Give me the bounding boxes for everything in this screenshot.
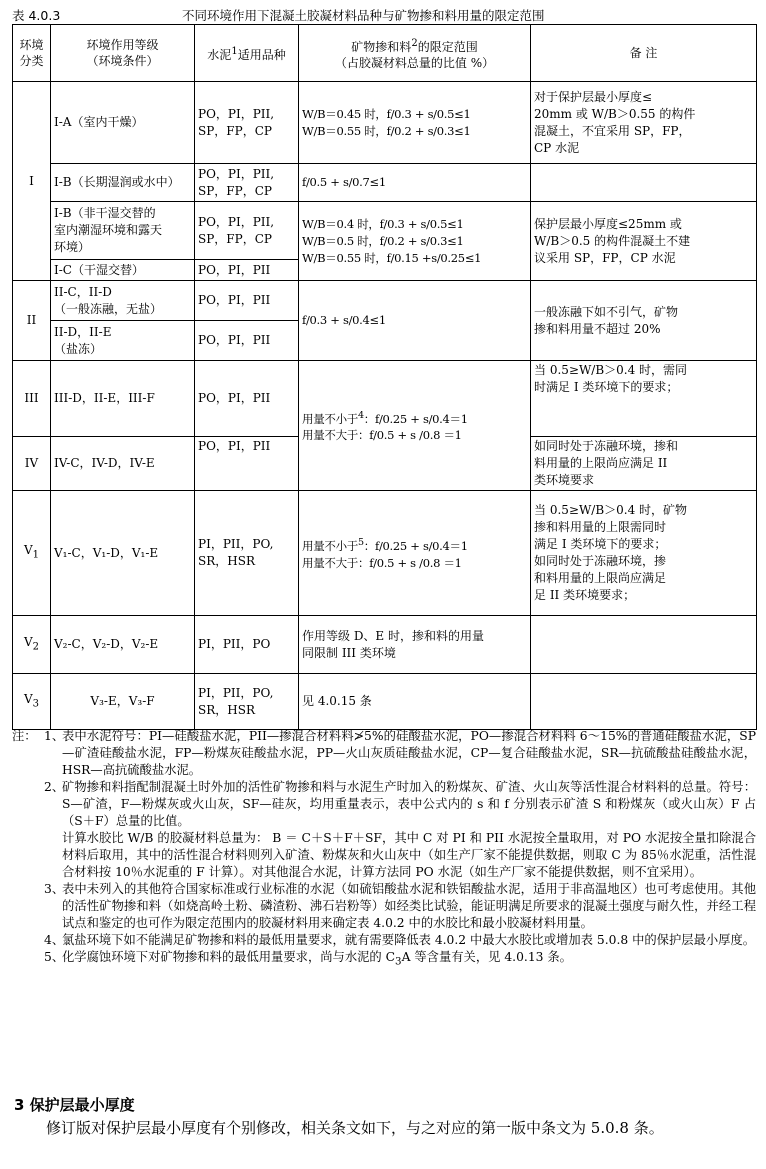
limits-table (12, 24, 757, 730)
class-cell: II (13, 281, 51, 361)
note-3: 3、 表中未列入的其他符合国家标准或行业标准的水泥（如硫铝酸盐水泥和铁铝酸盐水泥，适用于非高温地区）也可考虑使用。其他的活性矿物掺和料（如烧高岭土粉、磷渣粉、沸石岩粉等）如经类比试验，能证明满足所要求的混凝土强度与耐久性，并经工程试点和鉴定的也可作为限定范围内的胶凝材料用来确定表 4.0.2 中的水胶比和最小胶凝材料用量。 (44, 882, 756, 930)
limit-cell: 作用等级 D、E 时，掺和料的用量 同限制 III 类环境 (299, 616, 531, 674)
limit-cell: 用量不小于$^5$：f/0.25 + s/0.4＝1 用量不大于：f/0.5 + s /0.8 ＝1 (299, 491, 531, 616)
cement-cell: PI，PII，PO (195, 616, 299, 674)
level-cell: II-D，II-E （盐冻） (51, 321, 195, 361)
cement-cell: PO，PI，PII (195, 260, 299, 281)
remark-cell: 如同时处于冻融环境，掺和 料用量的上限尚应满足 II 类环境要求 (531, 437, 757, 491)
limit-cell: W/B＝0.4 时，f/0.3 + s/0.5≤1 W/B＝0.5 时，f/0.2 + s/0.3≤1 W/B＝0.55 时，f/0.15 +s/0.25≤1 (299, 202, 531, 281)
table-row (13, 202, 757, 260)
section-heading: 3 保护层最小厚度 (14, 1096, 135, 1114)
table-row (13, 491, 757, 616)
section-paragraph: 修订版对保护层最小厚度有个别修改，相关条文如下，与之对应的第一版中条文为 5.0.8 条。 (46, 1119, 664, 1137)
table-row (13, 82, 757, 164)
note-2-formula: 计算水胶比 W/B 的胶凝材料总量为： B ＝ C＋S＋F＋SF，其中 C 对 PI 和 PII 水泥按全量取用，对 PO 水泥按全量扣除混合材料后取用，其中的活性混合材料则列入矿渣、粉煤灰和火山灰中（如生产厂家不能提供数据，则取 C 为 85％水泥重，活性混合材料按 10％水泥重的 F 计算）。对其他混合水泥，计算方法同 PO 水泥（如生产厂家不能提供数据，则不宜采用）。 (62, 831, 756, 879)
cement-cell: PO，PI，PII, SP，FP，CP (195, 164, 299, 202)
class-cell: IV (13, 437, 51, 491)
class-cell: I (13, 82, 51, 281)
header-cement-type: 水泥$^1$适用品种 (195, 25, 299, 82)
table-number: 表 4.0.3 (12, 8, 61, 23)
table-row (13, 281, 757, 321)
remark-cell (531, 616, 757, 674)
cement-cell: PO，PI，PII, SP，FP，CP (195, 82, 299, 164)
level-cell: I-A（室内干燥） (51, 82, 195, 164)
class-cell: $V_1$ (13, 491, 51, 616)
table-row (13, 616, 757, 674)
level-cell: IV-C，IV-D，IV-E (51, 437, 195, 491)
limit-cell: 用量不小于$^4$：f/0.25 + s/0.4＝1 用量不大于：f/0.5 + s /0.8 ＝1 (299, 361, 531, 491)
table-notes (12, 728, 756, 970)
level-cell: III-D，II-E，III-F (51, 361, 195, 437)
remark-cell: 对于保护层最小厚度≤ 20mm 或 W/B＞0.55 的构件 混凝土，不宜采用 SP，FP， CP 水泥 (531, 82, 757, 164)
header-env-class: 环境 分类 (13, 25, 51, 82)
table-title: 不同环境作用下混凝土胶凝材料品种与矿物掺和料用量的限定范围 (182, 8, 545, 23)
level-cell: I-C（干湿交替） (51, 260, 195, 281)
header-env-level: 环境作用等级 （环境条件） (51, 25, 195, 82)
note-5: 5、 化学腐蚀环境下对矿物掺和料的最低用量要求，尚与水泥的 $C_3A$ 等含量有关，见 4.0.13 条。 (44, 950, 572, 968)
remark-cell: 一般冻融下如不引气，矿物 掺和料用量不超过 20% (531, 281, 757, 361)
remark-cell: 保护层最小厚度≤25mm 或 W/B＞0.5 的构件混凝土不建 议采用 SP，FP，CP 水泥 (531, 202, 757, 281)
level-cell: II-C，II-D （一般冻融，无盐） (51, 281, 195, 321)
cement-cell: PI，PII，PO, SR，HSR (195, 674, 299, 730)
header-remarks: 备 注 (531, 25, 757, 82)
remark-cell: 当 0.5≥W/B＞0.4 时，需同 时满足 I 类环境下的要求； (531, 361, 757, 437)
cement-cell: PO，PI，PII (195, 437, 299, 491)
level-cell: V₂-C，V₂-D，V₂-E (51, 616, 195, 674)
cement-cell: PI，PII，PO, SR，HSR (195, 491, 299, 616)
cement-cell: PO，PI，PII, SP，FP，CP (195, 202, 299, 260)
level-cell: V₁-C，V₁-D，V₁-E (51, 491, 195, 616)
limit-cell: f/0.5 + s/0.7≤1 (299, 164, 531, 202)
table-caption (12, 6, 758, 24)
class-cell: $V_2$ (13, 616, 51, 674)
note-2: 2、 矿物掺和料指配制混凝土时外加的活性矿物掺和料与水泥生产时加入的粉煤灰、矿渣、火山灰等活性混合材料料的总量。符号：S—矿渣，F—粉煤灰或火山灰，SF—硅灰，均用重量表示，表中公式内的 s 和 f 分别表示矿渣 S 和粉煤灰（或火山灰）F 占（S＋F）总量的比值。 计算水胶比 W/B 的胶凝材料总量为： B ＝ C＋S＋F＋SF，其中 C 对 PI 和 PII 水泥按全量取用，对 PO 水泥按全量扣除混合材料后取用，其中的活性混合材料则列入矿渣、粉煤灰和火山灰中（如生产厂家不能提供数据，则取 C 为 85％水泥重，活性混合材料按 10％水泥重的 F 计算）。对其他混合水泥，计算方法同 PO 水泥（如生产厂家不能提供数据，则不宜采用）。 (44, 780, 756, 879)
class-cell: $V_3$ (13, 674, 51, 730)
note-1: 注： 1、 表中水泥符号：PI—硅酸盐水泥，PII—掺混合材料料≯5%的硅酸盐水泥，PO—掺混合材料料 6～15%的普通硅酸盐水泥，SP—矿渣硅酸盐水泥，FP—粉煤灰硅酸盐水泥，PP—火山灰质硅酸盐水泥，CP—复合硅酸盐水泥，SR—抗硫酸盐硅酸盐水泥，HSR—高抗硫酸盐水泥。 (12, 729, 756, 777)
note-4: 4、 氯盐环境下如不能满足矿物掺和料的最低用量要求，就有需要降低表 4.0.2 中最大水胶比或增加表 5.0.8 中的保护层最小厚度。 (44, 933, 756, 947)
table-row (13, 674, 757, 730)
limit-cell: 见 4.0.15 条 (299, 674, 531, 730)
cement-cell: PO，PI，PII (195, 361, 299, 437)
cement-cell: PO，PI，PII (195, 281, 299, 321)
cement-cell: PO，PI，PII (195, 321, 299, 361)
header-row (13, 25, 757, 82)
limit-cell: W/B＝0.45 时，f/0.3 + s/0.5≤1 W/B＝0.55 时，f/0.2 + s/0.3≤1 (299, 82, 531, 164)
remark-cell (531, 164, 757, 202)
header-mineral-admixture: 矿物掺和料$^2$的限定范围 （占胶凝材料总量的比值 %） (299, 25, 531, 82)
remark-cell (531, 674, 757, 730)
remark-cell: 当 0.5≥W/B＞0.4 时，矿物 掺和料用量的上限需同时 满足 I 类环境下的要求； 如同时处于冻融环境，掺 和料用量的上限尚应满足 足 II 类环境要求； (531, 491, 757, 616)
limit-cell: f/0.3 + s/0.4≤1 (299, 281, 531, 361)
table-row (13, 164, 757, 202)
notes-label: 注： (12, 729, 37, 743)
level-cell: V₃-E，V₃-F (51, 674, 195, 730)
level-cell: I-B（长期湿润或水中） (51, 164, 195, 202)
level-cell: I-B（非干湿交替的 室内潮湿环境和露天 环境） (51, 202, 195, 260)
table-row (13, 361, 757, 437)
class-cell: III (13, 361, 51, 437)
